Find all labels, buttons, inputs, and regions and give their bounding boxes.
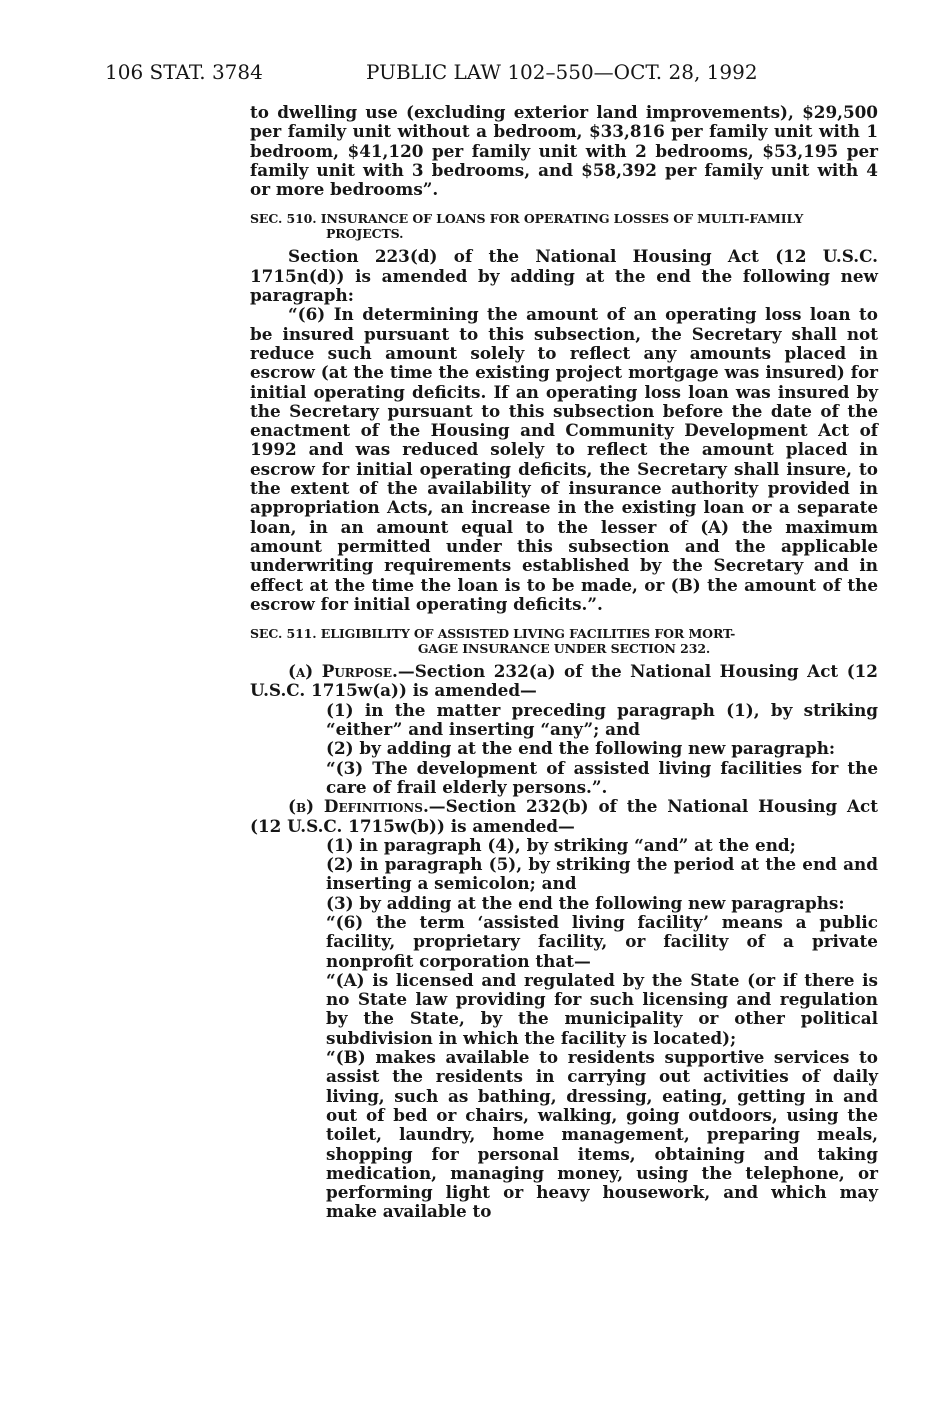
subsection-a-text: —Section 232(a) of the National Housing Act (12 U.S.C. 1715w(a)) is amended—	[250, 661, 878, 701]
subsection-b	[250, 797, 878, 836]
subsection-b-2: (2) in paragraph (5), by striking the period at the end and inserting a semicolon; and	[326, 854, 878, 894]
subsection-a-2: (2) by adding at the end the following new paragraph:	[326, 738, 836, 759]
page-header	[0, 60, 945, 86]
subsection-b-label: (b) Definitions.	[288, 796, 429, 817]
subsection-b-6: “(6) the term ‘assisted living facility’ means a public facility, proprietary facility, or facility of a private nonprofit corporation that—	[326, 911, 878, 971]
subsection-a	[250, 662, 878, 701]
section-511-heading-line1: SEC. 511. ELIGIBILITY OF ASSISTED LIVING FACILITIES FOR MORT-	[250, 626, 736, 642]
subsection-b-1: (1) in paragraph (4), by striking “and” at the end;	[326, 834, 796, 855]
document-body	[250, 103, 878, 1222]
subsection-a-1: (1) in the matter preceding paragraph (1), by striking “either” and inserting “any”; and	[326, 699, 878, 740]
subsection-b-6-A: “(A) is licensed and regulated by the State (or if there is no State law providing for such licensing and regulation by the State, by the municipality or other political subdivision in which the facility is located);	[326, 969, 878, 1048]
subsection-a-label: (a) Purpose.	[288, 661, 398, 682]
continued-paragraph: to dwelling use (excluding exterior land improvements), $29,500 per family unit without a bedroom, $33,816 per family unit with 1 bedroom, $41,120 per family unit with 2 bedrooms, $53,195 per family unit with 3 bedrooms, and $58,392 per family unit with 4 or more bedrooms”.	[250, 102, 878, 200]
section-511-heading	[250, 626, 878, 656]
section-511-heading-line2: GAGE INSURANCE UNDER SECTION 232.	[417, 641, 711, 657]
stat-page-reference: 106 STAT. 3784	[105, 60, 263, 84]
subsection-a-3: “(3) The development of assisted living facilities for the care of frail elderly persons.”.	[326, 757, 878, 797]
public-law-reference: PUBLIC LAW 102–550—OCT. 28, 1992	[366, 60, 758, 84]
subsection-b-text: —Section 232(b) of the National Housing Act (12 U.S.C. 1715w(b)) is amended—	[250, 796, 878, 836]
subsection-b-6-B: “(B) makes available to residents supportive services to assist the residents in carrying out activities of daily living, such as bathing, dressing, eating, getting in and out of bed or chairs, walking, going outdoors, using the toilet, laundry, home management, preparing meals, shopping for personal items, obtaining and taking medication, managing money, using the telephone, or performing light or heavy housework, and which may make available to	[326, 1047, 878, 1222]
section-510-paragraph-6: “(6) In determining the amount of an operating loss loan to be insured pursuant to this subsection, the Secretary shall not reduce such amount solely to reflect any amounts placed in escrow (at the time the existing project mortgage was insured) for initial operating deficits. If an operating loss loan was insured by the Secretary pursuant to this subsection before the date of the enactment of the Housing and Community Development Act of 1992 and was reduced solely to reflect the amount placed in escrow for initial operating deficits, the Secretary shall insure, to the extent of the availability of insurance authority provided in appropriation Acts, an increase in the existing loan or a separate loan, in an amount equal to the lesser of (A) the maximum amount permitted under this subsection and the applicable underwriting requirements established by the Secretary and in effect at the time the loan is to be made, or (B) the amount of the escrow for initial operating deficits.”.	[250, 304, 878, 614]
section-510-intro: Section 223(d) of the National Housing Act (12 U.S.C. 1715n(d)) is amended by adding at the end the following new paragraph:	[250, 246, 878, 306]
section-510-heading: SEC. 510. INSURANCE OF LOANS FOR OPERATING LOSSES OF MULTI-FAMILY PROJECTS.	[250, 211, 804, 242]
subsection-b-3: (3) by adding at the end the following new paragraphs:	[326, 892, 845, 913]
